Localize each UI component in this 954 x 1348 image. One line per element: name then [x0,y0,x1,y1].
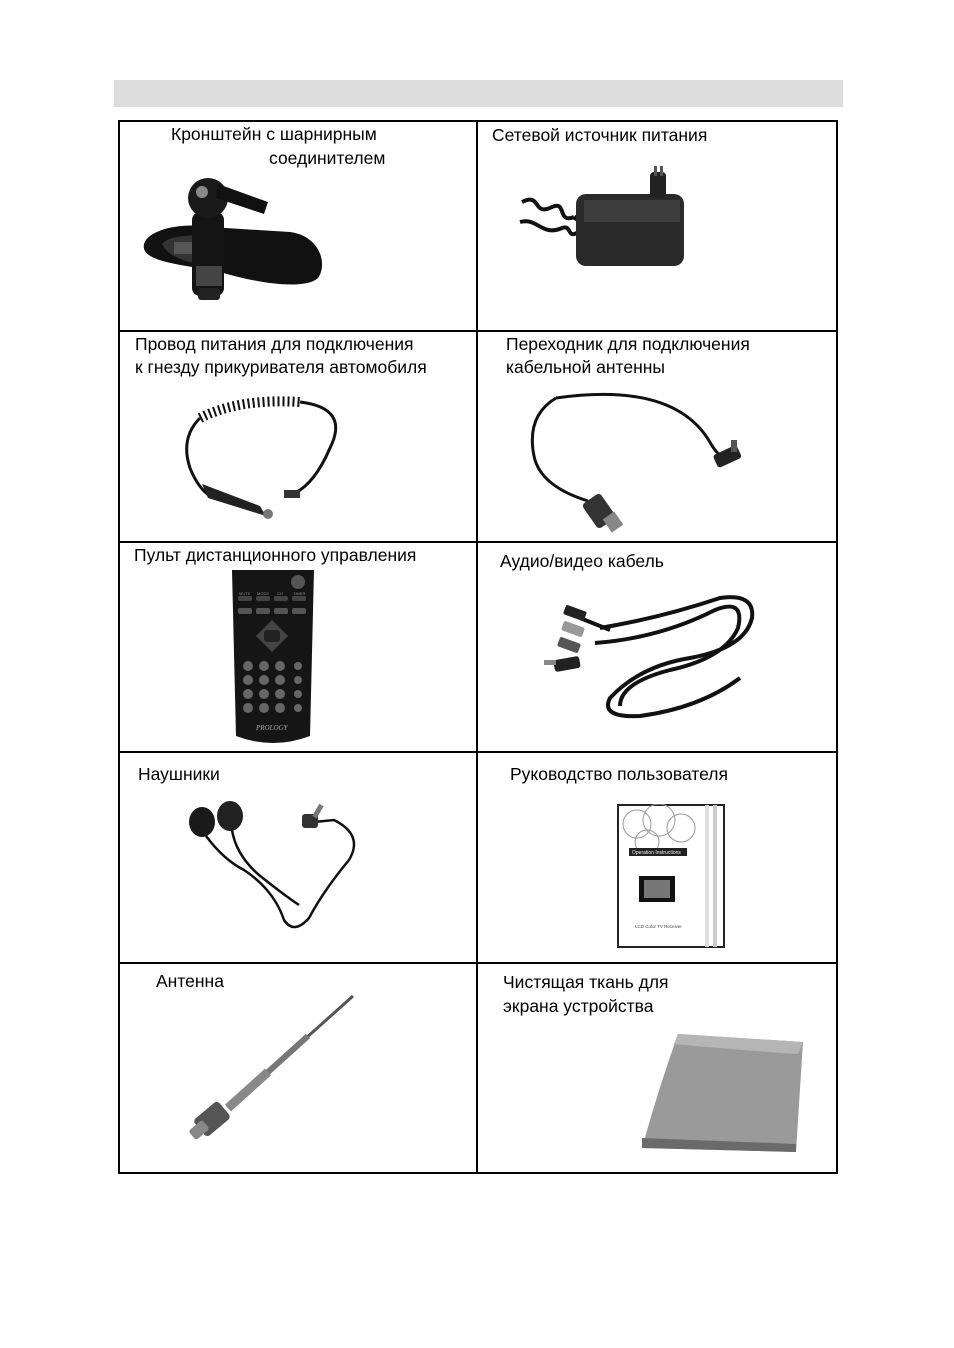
bracket-label-line2: соединителем [269,148,386,168]
user-manual-icon [617,804,727,949]
manual-label: Руководство пользователя [510,764,728,784]
remote-label: Пульт дистанционного управления [134,545,417,565]
av-cable-icon [540,588,760,723]
antenna-label: Антенна [156,971,224,991]
remote-ch-text: CH [277,591,283,596]
antenna-icon [188,990,363,1140]
cleaning-cloth-icon [638,1030,808,1155]
av-cable-label: Аудио/видео кабель [500,551,664,571]
earphones-icon [184,800,369,940]
remote-timer-text: TIMER [293,591,306,596]
remote-brand-text: PROLOGY [256,724,288,732]
bracket-label-line1: Кронштейн с шарнирным [171,124,377,144]
table-divider-row-4 [118,962,838,964]
antenna-adapter-label-line2: кабельной антенны [506,357,665,377]
table-divider-vertical [476,120,478,1174]
earphones-label: Наушники [138,764,220,784]
car-charger-cable-icon [180,388,355,523]
table-divider-row-2 [118,541,838,543]
power-adapter-label: Сетевой источник питания [492,125,708,145]
table-divider-row-1 [118,330,838,332]
antenna-adapter-label-line1: Переходник для подключения [506,334,750,354]
manual-subtitle-text: LCD Color TV Receiver [635,924,682,929]
manual-title-text: Operation Instructions [632,850,681,856]
cloth-label-line2: экрана устройства [503,996,654,1016]
antenna-adapter-cable-icon [526,386,751,536]
remote-mute-text: MUTE [239,591,251,596]
table-divider-row-3 [118,751,838,753]
power-adapter-icon [512,162,707,282]
cloth-label-line1: Чистящая ткань для [503,972,669,992]
remote-mode-text: MODE [257,591,269,596]
bracket-icon [140,172,340,307]
car-cable-label-line2: к гнезду прикуривателя автомобиля [135,357,427,377]
section-header-bar [114,80,843,107]
car-cable-label-line1: Провод питания для подключения [135,334,414,354]
remote-control-icon [228,568,318,748]
